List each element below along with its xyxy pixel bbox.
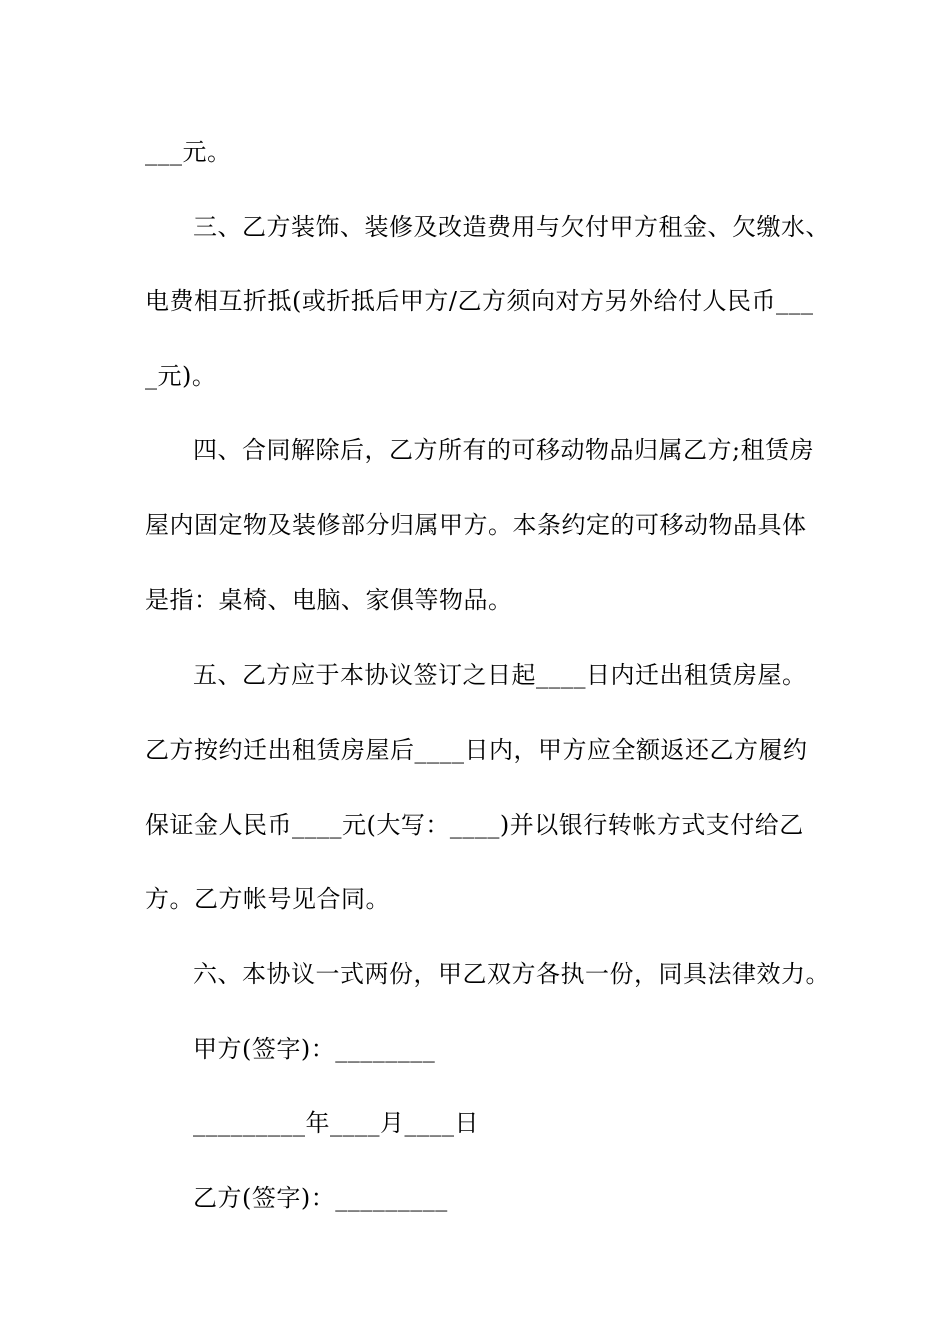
clause-3-line-3: _元)。 [145,362,217,390]
clause-5-line-3: 保证金人民币____元(大写：____)并以银行转帐方式支付给乙 [145,811,804,839]
clause-4-line-1: 四、合同解除后，乙方所有的可移动物品归属乙方;租赁房 [193,436,815,464]
text-line-1: ___元。 [145,138,232,166]
clause-4-line-2: 屋内固定物及装修部分归属甲方。本条约定的可移动物品具体 [145,511,807,539]
clause-3-line-1: 三、乙方装饰、装修及改造费用与欠付甲方租金、欠缴水、 [193,213,830,241]
party-b-signature-line: 乙方(签字)：_________ [193,1184,448,1212]
clause-4-line-3: 是指：桌椅、电脑、家俱等物品。 [145,586,513,614]
party-a-signature-line: 甲方(签字)：________ [193,1035,436,1063]
clause-5-line-4: 方。乙方帐号见合同。 [145,885,390,913]
clause-5-line-1: 五、乙方应于本协议签订之日起____日内迁出租赁房屋。 [193,661,807,689]
clause-3-line-2: 电费相互折抵(或折抵后甲方/乙方须向对方另外给付人民币___ [145,287,814,315]
date-line: _________年____月____日 [193,1109,479,1137]
clause-5-line-2: 乙方按约迁出租赁房屋后____日内，甲方应全额返还乙方履约 [145,736,808,764]
clause-6-line-1: 六、本协议一式两份，甲乙双方各执一份，同具法律效力。 [193,960,830,988]
